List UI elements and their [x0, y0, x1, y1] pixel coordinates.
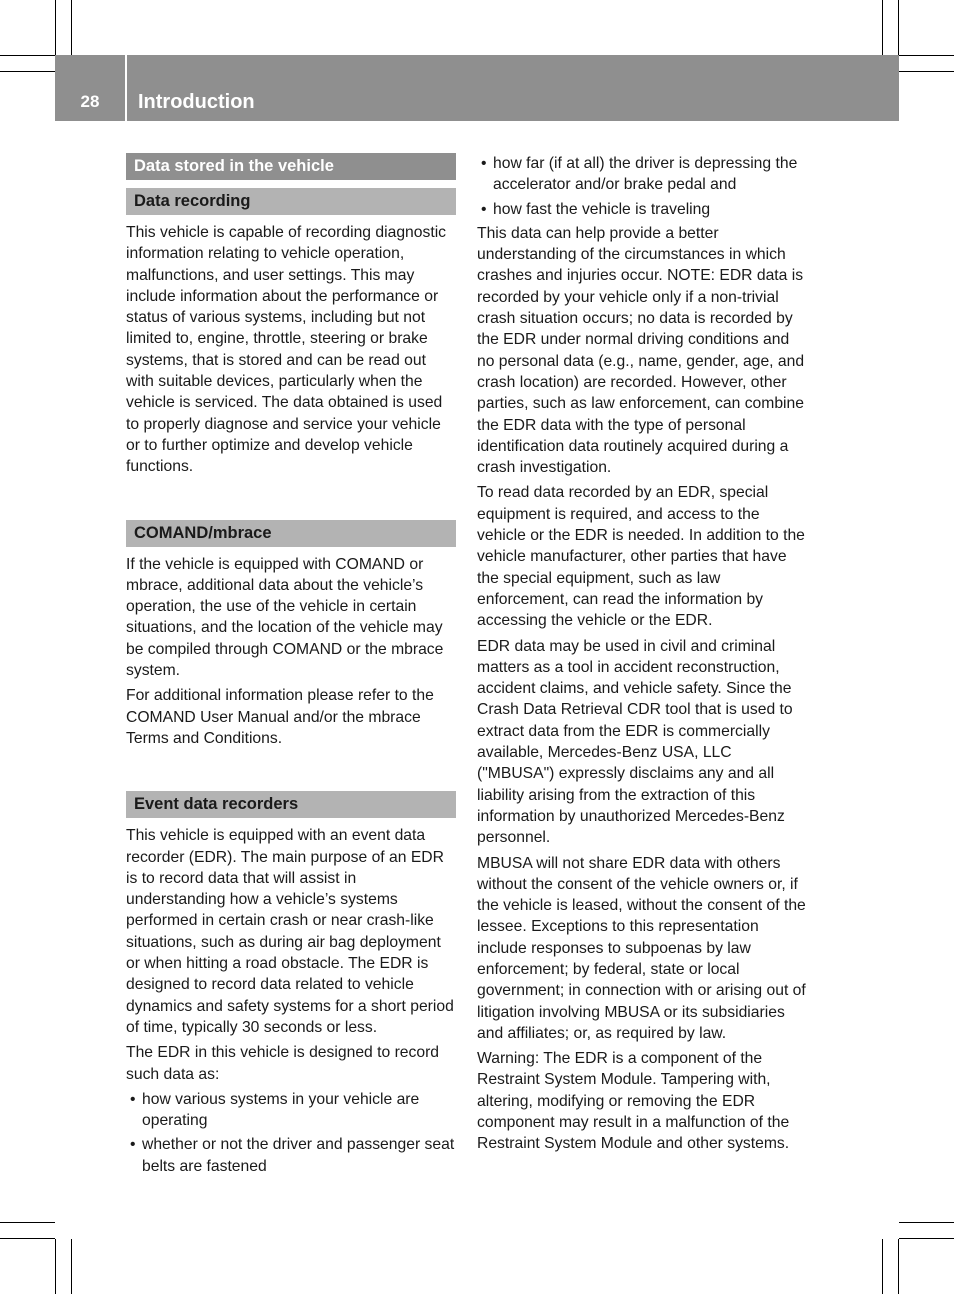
list-item: • whether or not the driver and passenger seat belts are fastened: [126, 1134, 456, 1177]
paragraph: This data can help provide a better understanding of the circumstances in which crashes and injuries occur. NOTE: EDR data is recorded by your vehicle only if a non-trivial crash situation occurs; no data is recorded by the EDR under normal driving conditions and no personal data (e.g., name, gender, age, and crash location) are recorded. However, other parties, such as law enforcement, can combine the EDR data with the type of personal identification data routinely acquired during a crash investigation.: [477, 224, 805, 477]
crop-mark: [0, 55, 55, 56]
crop-mark: [899, 1222, 954, 1223]
crop-mark: [899, 71, 954, 72]
list-item: • how far (if at all) the driver is depressing the accelerator and/or brake pedal and: [477, 153, 809, 196]
crop-mark: [882, 0, 883, 55]
paragraph: To read data recorded by an EDR, special equipment is required, and access to the vehicle or the EDR is needed. In addition to the vehicle manufacturer, other parties that have the special equipment, such as law enforcement, can read the information by accessing the vehicle or the EDR.: [477, 484, 805, 630]
crop-mark: [0, 1238, 55, 1239]
right-column: [477, 153, 809, 1159]
crop-mark: [71, 1239, 72, 1294]
subsection-heading-data-recording: Data recording: [126, 188, 456, 215]
crop-mark: [898, 0, 899, 55]
paragraph: MBUSA will not share EDR data with others without the consent of the vehicle owners or, if the vehicle is leased, without the consent of the lessee. Exceptions to this representation include responses to subpoenas by law enforcement; by federal, state or local government; in connection with or arising out of litigation involving MBUSA or its subsidiaries and affiliates; or, as required by law.: [477, 854, 806, 1042]
crop-mark: [71, 0, 72, 55]
subsection-heading-event-data-recorders: Event data recorders: [126, 791, 456, 818]
crop-mark: [899, 1238, 954, 1239]
subsection-heading-comand: COMAND/mbrace: [126, 520, 456, 547]
crop-mark: [899, 55, 954, 56]
list-item: • how fast the vehicle is traveling: [477, 199, 809, 220]
paragraph: EDR data may be used in civil and criminal matters as a tool in accident reconstruction, accident claims, and vehicle safety. Since the Crash Data Retrieval CDR tool that is used to extract data from the EDR is commercially available, Mercedes-Benz USA, LLC ("MBUSA") expressly disclaims any and all liability arising from the extraction of this information by unauthorized Mercedes-Benz personnel.: [477, 637, 793, 847]
paragraph: The EDR in this vehicle is designed to record such data as:: [126, 1044, 440, 1083]
bullet-list: [126, 1089, 456, 1177]
chapter-title: Introduction: [138, 91, 255, 113]
paragraph: This vehicle is equipped with an event data recorder (EDR). The main purpose of an EDR is to record data that will assist in understanding how a vehicle’s systems performed in certain crash or near crash-like situations, such as during air bag deployment or when hitting a road obstacle. The EDR is designed to record data related to vehicle dynamics and safety systems for a short period of time, typically 30 seconds or less.: [126, 827, 454, 1036]
crop-mark: [55, 1239, 56, 1294]
paragraph: If the vehicle is equipped with COMAND or mbrace, additional data about the vehicle’s operation, the use of the vehicle in certain situations, and the location of the vehicle may be compiled through COMAND or the mbrace system.: [126, 555, 444, 680]
page-number: 28: [80, 92, 100, 111]
section-title: Data stored in the vehicle: [126, 153, 456, 180]
paragraph: Warning: The EDR is a component of the Restraint System Module. Tampering with, altering, modifying or removing the EDR component may result in a malfunction of the Restraint System Module and other systems.: [477, 1050, 790, 1153]
crop-mark: [55, 0, 56, 55]
bullet-list: [477, 153, 809, 220]
crop-mark: [882, 1239, 883, 1294]
crop-mark: [0, 1222, 55, 1223]
crop-mark: [898, 1239, 899, 1294]
paragraph: This vehicle is capable of recording diagnostic information relating to vehicle operation, malfunctions, and user settings. This may include information about the performance or status of various systems, including but not limited to, engine, throttle, steering or brake systems, that is stored and can be read out with suitable devices, particularly when the vehicle is serviced. The data obtained is used to properly diagnose and service your vehicle or to further optimize and develop vehicle functions.: [126, 224, 447, 476]
left-column: [126, 153, 456, 1180]
list-item: • how various systems in your vehicle are operating: [126, 1089, 456, 1132]
crop-mark: [0, 71, 55, 72]
header-divider: [125, 55, 127, 121]
paragraph: For additional information please refer to the COMAND User Manual and/or the mbrace Terms and Conditions.: [126, 687, 434, 747]
